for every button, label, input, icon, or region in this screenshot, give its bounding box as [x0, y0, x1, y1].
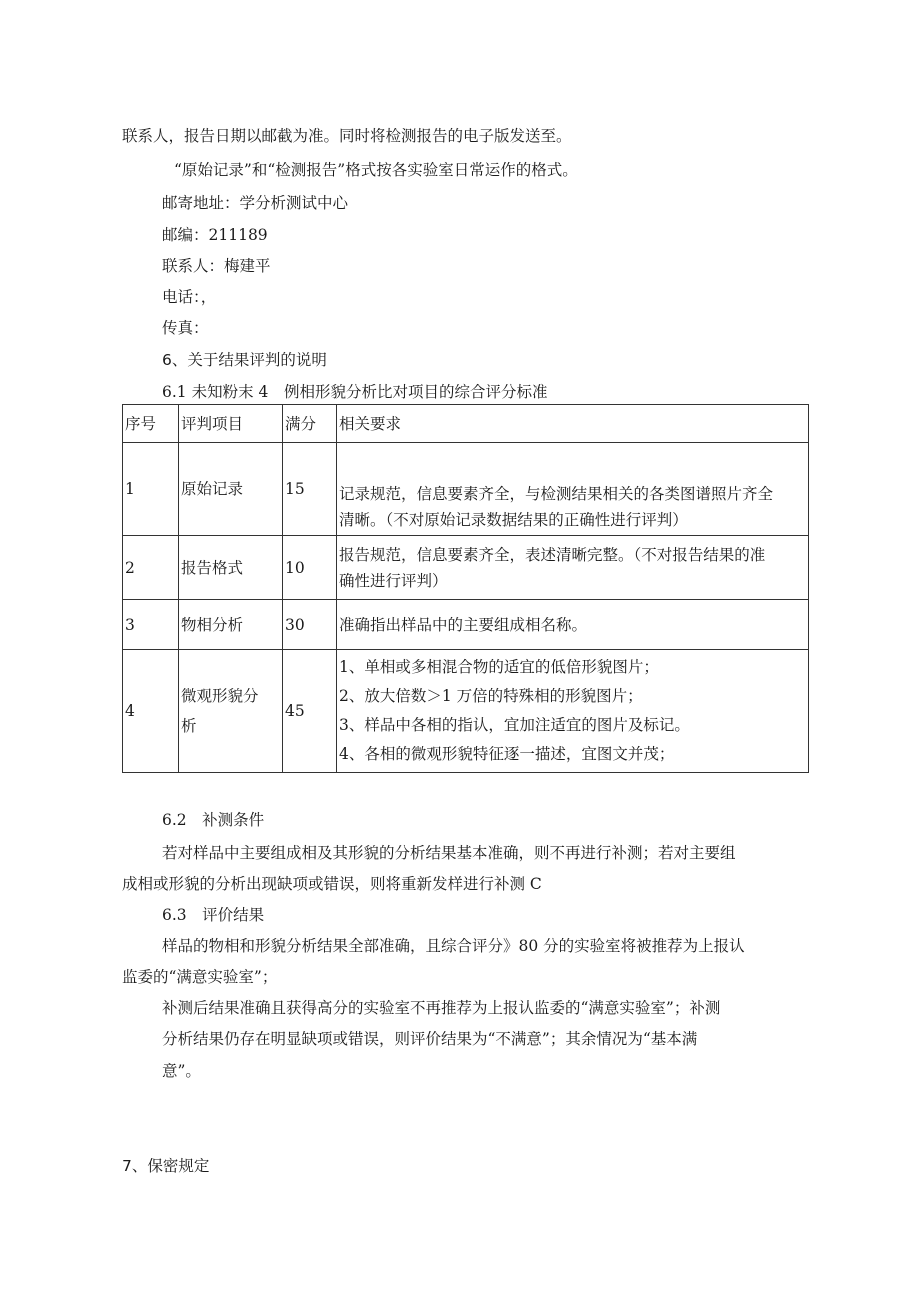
phone: 电话：， — [162, 288, 217, 306]
table-row — [123, 600, 809, 650]
subsection-6-2-line-2: 成相或形貌的分析出现缺项或错误，则将重新发样进行补测 C — [122, 875, 542, 893]
header-requirements: 相关要求 — [337, 405, 809, 443]
mailing-address: 邮寄地址：学分析测试中心 — [162, 194, 349, 212]
requirement-line: 报告规范，信息要素齐全，表述清晰完整。（不对报告结果的准 — [339, 545, 766, 564]
row-requirements — [337, 600, 809, 650]
table-row — [123, 536, 809, 600]
intro-line-2: “原始记录”和“检测报告”格式按各实验室日常运作的格式。 — [174, 161, 578, 179]
subsection-6-3-title: 6.3 评价结果 — [162, 906, 265, 924]
row-item: 原始记录 — [179, 443, 283, 536]
requirement-line: 1、单相或多相混合物的适宜的低倍形貌图片； — [339, 658, 659, 676]
row-score: 10 — [283, 536, 337, 600]
requirement-line: 记录规范，信息要素齐全，与检测结果相关的各类图谱照片齐全 — [339, 485, 774, 503]
table-row — [123, 443, 809, 536]
requirement-line: 2、放大倍数＞1 万倍的特殊相的形貌图片； — [339, 687, 643, 705]
subsection-6-2-title: 6.2 补测条件 — [162, 811, 265, 829]
header-score: 满分 — [283, 405, 337, 443]
subsection-6-3-line-1: 样品的物相和形貌分析结果全部准确，且综合评分》80 分的实验室将被推荐为上报认 — [162, 937, 745, 955]
row-no: 3 — [123, 600, 179, 650]
table-header-row — [123, 405, 809, 443]
row-item: 报告格式 — [179, 536, 283, 600]
row-item-line: 微观形貌分 — [181, 687, 259, 705]
subsection-6-1-title-b: 例相形貌分析比对项目的综合评分标准 — [284, 383, 548, 401]
requirement-line: 4、各相的微观形貌特征逐一描述，宜图文并茂； — [339, 745, 675, 763]
subsection-6-3-line-4: 分析结果仍存在明显缺项或错误，则评价结果为“不满意”；其余情况为“基本满 — [162, 1030, 698, 1048]
requirement-line: 清晰。（不对原始记录数据结果的正确性进行评判） — [339, 511, 688, 529]
row-requirements — [337, 443, 809, 536]
row-no: 2 — [123, 536, 179, 600]
postcode: 邮编：211189 — [162, 226, 268, 244]
row-score: 15 — [283, 443, 337, 536]
subsection-6-3-line-3: 补测后结果准确且获得高分的实验室不再推荐为上报认监委的“满意实验室”；补测 — [162, 999, 721, 1017]
subsection-6-2-line-1: 若对样品中主要组成相及其形貌的分析结果基本准确，则不再进行补测；若对主要组 — [162, 844, 736, 862]
requirement-line: 3、样品中各相的指认，宜加注适宜的图片及标记。 — [339, 716, 690, 734]
fax: 传真： — [162, 319, 209, 337]
row-item — [179, 650, 283, 773]
subsection-6-1-title-a: 6.1 未知粉末 4 — [162, 383, 269, 401]
section-7-title: 7、保密规定 — [122, 1157, 210, 1175]
row-item-line: 析 — [181, 717, 197, 735]
header-item: 评判项目 — [179, 405, 283, 443]
section-6-title: 6、关于结果评判的说明 — [162, 351, 327, 369]
requirement-line: 准确指出样品中的主要组成相名称。 — [339, 615, 588, 634]
requirement-line: 确性进行评判） — [339, 571, 448, 590]
contact-person: 联系人：梅建平 — [162, 257, 271, 275]
scoring-table — [122, 404, 809, 773]
header-no: 序号 — [123, 405, 179, 443]
subsection-6-3-line-5: 意”。 — [162, 1062, 201, 1080]
row-score: 45 — [283, 650, 337, 773]
row-score: 30 — [283, 600, 337, 650]
intro-line-1: 联系人，报告日期以邮截为准。同时将检测报告的电子版发送至。 — [122, 127, 572, 145]
subsection-6-3-line-2: 监委的“满意实验室”； — [122, 968, 278, 986]
row-requirements — [337, 650, 809, 773]
row-item: 物相分析 — [179, 600, 283, 650]
row-requirements — [337, 536, 809, 600]
table-row — [123, 650, 809, 773]
row-no: 4 — [123, 650, 179, 773]
row-no: 1 — [123, 443, 179, 536]
